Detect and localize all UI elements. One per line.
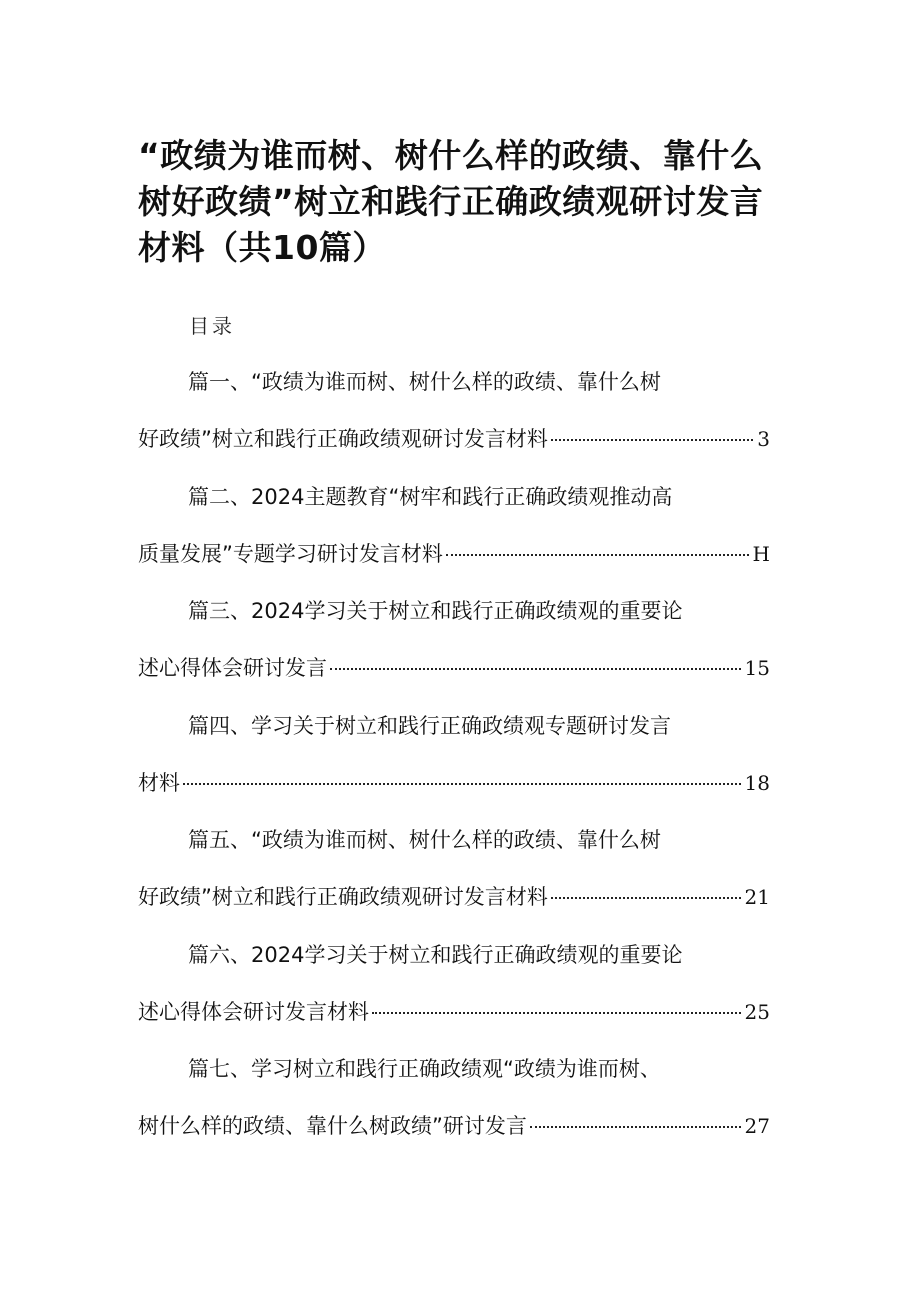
toc-entry-title: 篇一、“政绩为谁而树、树什么样的政绩、靠什么树 [188,370,661,394]
dot-leader [551,437,753,441]
toc-entry-title: 篇六、2024学习关于树立和践行正确政绩观的重要论 [188,943,683,967]
toc-entry[interactable] [138,1049,770,1149]
toc-page-number: 18 [744,771,770,795]
toc-entry-title-continued: 树什么样的政绩、靠什么树政绩”研讨发言 [138,1114,527,1138]
toc-heading: 目录 [189,314,235,338]
toc-page-number: H [752,542,770,566]
toc-entry-title: 篇三、2024学习关于树立和践行正确政绩观的重要论 [188,599,683,623]
dot-leader [372,1010,741,1014]
dot-leader [446,552,749,556]
toc-page-number: 3 [757,427,770,451]
toc-entry-title-continued: 好政绩”树立和践行正确政绩观研讨发言材料 [138,427,548,451]
toc-entry[interactable] [138,706,770,806]
toc-entry-title-continued: 材料 [138,771,180,795]
dot-leader [330,666,741,670]
toc-entry[interactable] [138,935,770,1035]
toc-entry-title: 篇二、2024主题教育“树牢和践行正确政绩观推动高 [188,485,673,509]
toc-entry-title: 篇七、学习树立和践行正确政绩观“政绩为谁而树、 [188,1057,661,1081]
toc-entry-title-continued: 好政绩”树立和践行正确政绩观研讨发言材料 [138,885,548,909]
dot-leader [183,781,741,785]
toc-entry-title-continued: 述心得体会研讨发言 [138,656,327,680]
toc-page-number: 15 [744,656,770,680]
toc-entry[interactable] [138,362,770,462]
dot-leader [530,1124,741,1128]
toc-entry-title-continued: 述心得体会研讨发言材料 [138,1000,369,1024]
toc-entry[interactable] [138,820,770,920]
toc-entry-title: 篇四、学习关于树立和践行正确政绩观专题研讨发言 [188,714,671,738]
dot-leader [551,895,741,899]
document-title: “政绩为谁而树、树什么样的政绩、靠什么树好政绩”树立和践行正确政绩观研讨发言材料（共10篇） [138,136,764,267]
toc-page-number: 25 [744,1000,770,1024]
toc-page-number: 27 [744,1114,770,1138]
toc-entry-title-continued: 质量发展”专题学习研讨发言材料 [138,542,443,566]
toc-entry-title: 篇五、“政绩为谁而树、树什么样的政绩、靠什么树 [188,828,661,852]
toc-entry[interactable] [138,477,770,577]
toc-entry[interactable] [138,591,770,691]
toc-page-number: 21 [744,885,770,909]
